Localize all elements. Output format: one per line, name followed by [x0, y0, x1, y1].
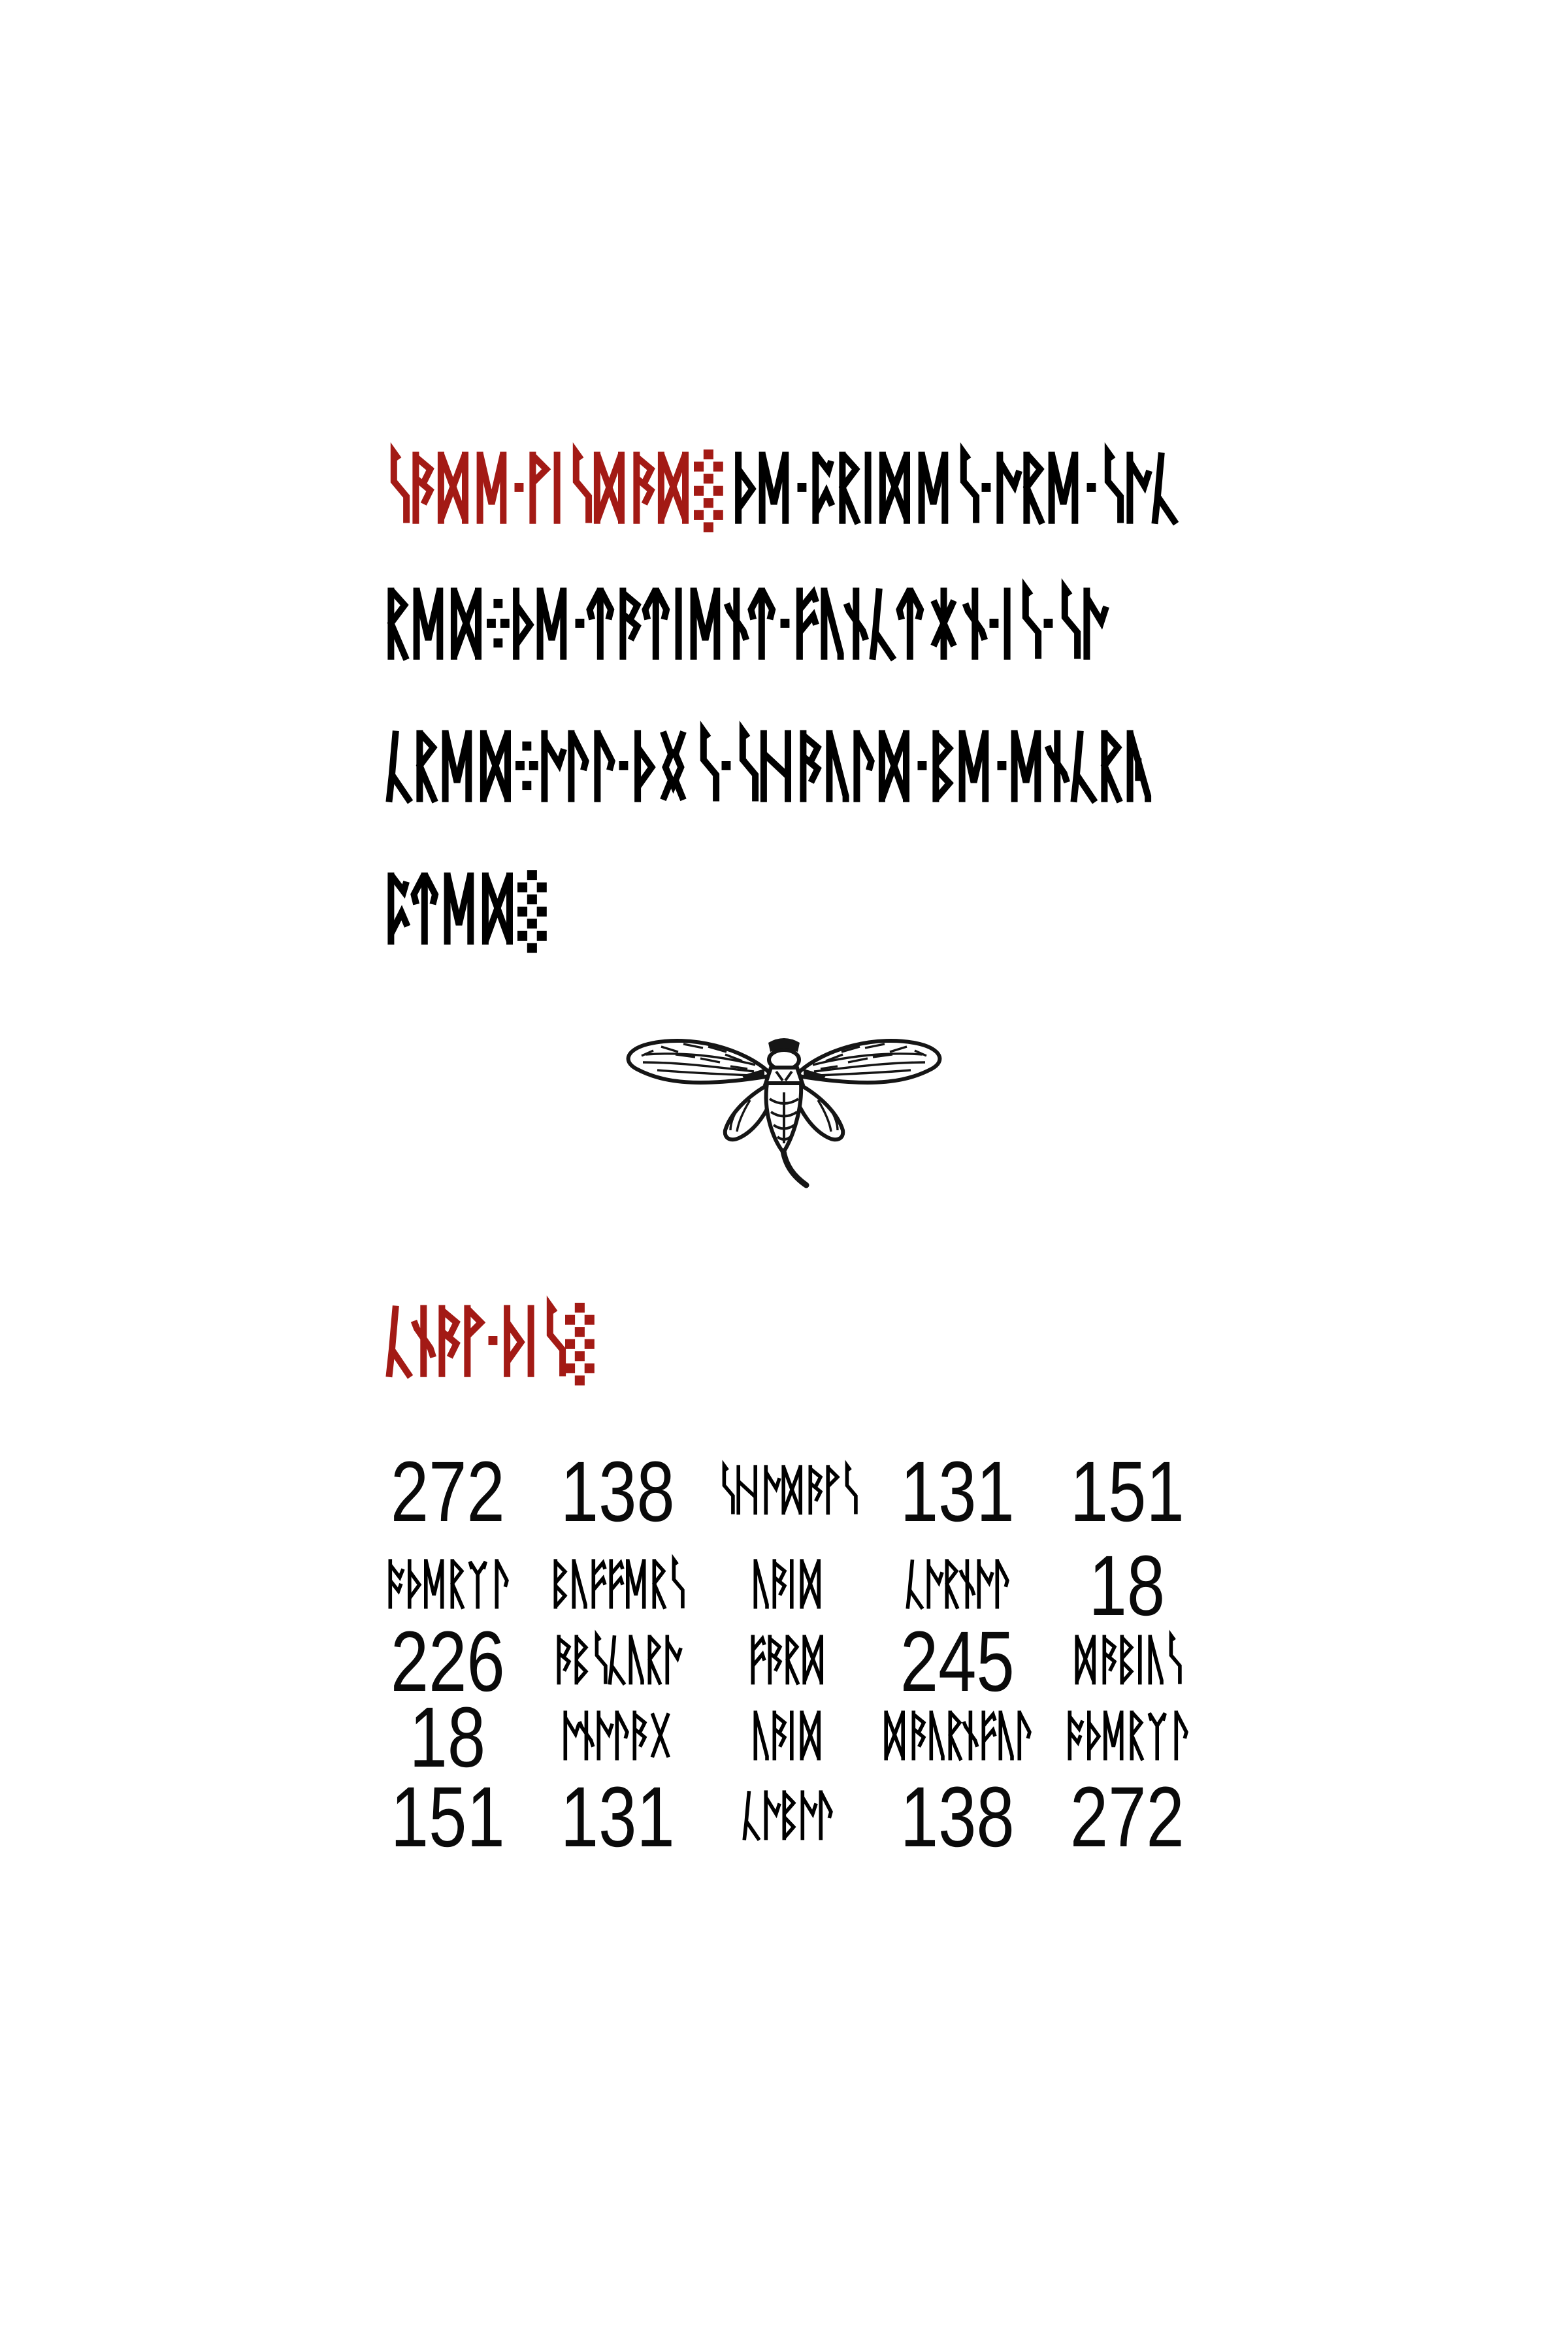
grid-rune-word [717, 1463, 857, 1516]
grid-number: 245 [900, 1613, 1015, 1709]
text-line-2 [384, 585, 1107, 661]
grid-rune-word [385, 1558, 510, 1610]
grid-cell-runes [872, 1693, 1042, 1761]
text-line-4 [384, 870, 548, 946]
text-line-3 [384, 728, 1153, 804]
grid-number: 138 [900, 1769, 1015, 1865]
grid-cell-number [872, 1613, 1042, 1709]
grid-cell-number [1042, 1769, 1212, 1865]
grid-cell-number [872, 1443, 1042, 1539]
grid-cell-runes [702, 1448, 872, 1516]
grid-cell-number [532, 1443, 702, 1539]
grid-cell-runes [702, 1773, 872, 1841]
text-line-4-runes [384, 870, 548, 946]
text-line-2-runes [384, 585, 1107, 661]
grid-row-4 [363, 1689, 1212, 1785]
grid-row-1 [363, 1443, 1212, 1539]
grid-number: 138 [560, 1443, 675, 1539]
grid-rune-word [554, 1633, 681, 1686]
grid-row-5 [363, 1769, 1212, 1865]
grid-cell-number [1042, 1537, 1212, 1633]
grid-number: 18 [409, 1689, 486, 1785]
grid-rune-word [741, 1789, 833, 1841]
text-line-1-black [731, 449, 1179, 525]
grid-cell-runes [532, 1693, 702, 1761]
grid-row-2 [363, 1537, 1212, 1633]
grid-number: 131 [900, 1443, 1015, 1539]
grid-cell-runes [872, 1542, 1042, 1610]
grid-cell-number [872, 1769, 1042, 1865]
grid-rune-word [551, 1558, 684, 1610]
grid-rune-word [751, 1709, 824, 1761]
grid-cell-runes [702, 1693, 872, 1761]
text-line-1 [384, 449, 1179, 525]
grid-cell-runes [702, 1618, 872, 1686]
grid-rune-word [561, 1709, 674, 1761]
grid-cell-runes [1042, 1693, 1212, 1761]
grid-cell-runes [363, 1542, 532, 1610]
heading-some-wisdom [384, 449, 725, 525]
grid-cell-number [532, 1769, 702, 1865]
grid-rune-word [751, 1558, 824, 1610]
grid-number: 151 [390, 1769, 505, 1865]
grid-rune-word [1073, 1633, 1181, 1686]
grid-cell-runes [532, 1618, 702, 1686]
grid-cell-runes [702, 1542, 872, 1610]
grid-cell-number [363, 1443, 532, 1539]
grid-cell-number [1042, 1443, 1212, 1539]
heading-know-this [384, 1303, 596, 1379]
grid-rune-word [747, 1633, 827, 1686]
grid-cell-runes [1042, 1618, 1212, 1686]
grid-number: 226 [390, 1613, 505, 1709]
grid-rune-word [904, 1558, 1011, 1610]
grid-number: 272 [1070, 1769, 1184, 1865]
grid-cell-runes [532, 1542, 702, 1610]
grid-number: 151 [1070, 1443, 1184, 1539]
grid-rune-word [882, 1709, 1032, 1761]
grid-cell-number [363, 1613, 532, 1709]
grid-number: 131 [560, 1769, 675, 1865]
grid-cell-number [363, 1769, 532, 1865]
cicada-figure [615, 1032, 953, 1204]
heading-know-this-runes [384, 1303, 596, 1379]
cicada-image [615, 1032, 953, 1201]
grid-number: 18 [1088, 1537, 1166, 1633]
text-line-3-runes [384, 728, 1153, 804]
grid-cell-number [363, 1689, 532, 1785]
grid-row-3 [363, 1613, 1212, 1709]
grid-number: 272 [390, 1443, 505, 1539]
grid-rune-word [1065, 1709, 1189, 1761]
